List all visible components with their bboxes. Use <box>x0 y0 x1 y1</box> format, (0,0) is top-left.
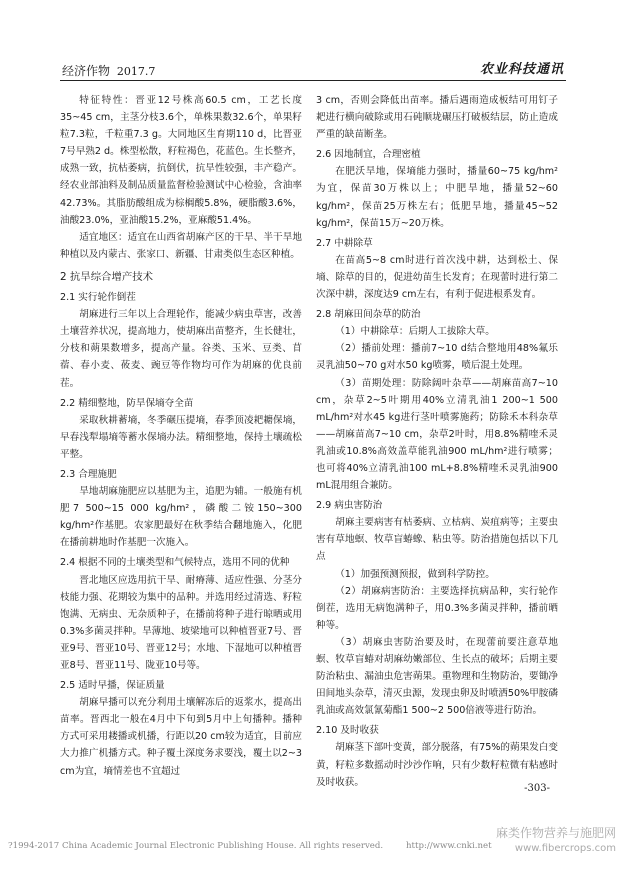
list-item: （2）播前处理：播前7~10 d结合整地用48%氟乐灵乳油50~70 g对水50 kg喷雾，喷后混土处理。 <box>316 343 558 372</box>
paragraph-features: 特征特性：晋亚12号株高60.5 cm，工艺长度35~45 cm，主茎分枝3.6个，单株果数32.6个，单果籽粒7.3粒，千粒重7.3 g。大同地区生育期110 d，比晋亚7号早熟2 d。株型松散，籽粒褐色，花蓝色。生长整齐，成熟一致，抗枯萎病，抗倒伏，抗旱性较强，丰产稳产。经农业部油料及制品质量监督检验测试中心检验，含油率42.73%。其脂肪酸组成为棕榈酸5.8%，硬脂酸3.6%，油酸23.0%，亚油酸15.2%，亚麻酸51.4%。 <box>60 95 303 226</box>
paragraph-2-9: 胡麻主要病害有枯萎病、立枯病、炭疽病等；主要虫害有草地螟、牧草盲蝽蟓、粘虫等。防治措施包括以下几点 <box>316 517 558 563</box>
brand-logo: 农业科技通讯 <box>479 62 564 77</box>
watermark <box>496 826 616 856</box>
paragraph-2-6: 在肥沃旱地，保墒能力强时，播量60~75 kg/hm²为宜，保苗30万株以上；中肥旱地，播量52~60 kg/hm²，保苗25万株左右；低肥旱地，播量45~52 kg/hm²，保苗15万~20万株。 <box>316 166 558 229</box>
list-item: （3）苗期处理：防除阔叶杂草——胡麻苗高7~10 cm，杂草2~5叶期用40%立清乳油1 200~1 500 mL/hm²对水45 kg进行茎叶喷雾施药；防除禾本科杂草——胡麻苗高7~10 cm，杂草2叶时，用8.8%精喹禾灵乳油或10.8%高效盖草能乳油900 mL/hm²进行喷雾；也可将40%立清乳油100 mL+8.8%精喹禾灵乳油900 mL混用组合兼防。 <box>316 377 558 492</box>
section-heading-2: 2 抗旱综合增产技术 <box>60 270 154 283</box>
paragraph-2-7: 在苗高5~8 cm时进行首次浅中耕，达到松土、保墒、除草的目的，促进幼苗生长发育；在现蕾时进行第二次深中耕，深度达9 cm左右，有利于促进根系发育。 <box>316 254 558 301</box>
subsection-heading-2-5: 2.5 适时早播，保证质量 <box>60 680 165 692</box>
paragraph-2-3: 旱地胡麻施肥应以基肥为主，追肥为辅。一般施有机肥7 500~15 000 kg/hm²，磷酸二铵150~300 kg/hm²作基肥。农家肥最好在秋季结合翻地施入，化肥在播前耕地时作基肥一次施入。 <box>60 486 302 549</box>
subsection-heading-2-4: 2.4 根据不同的土壤类型和气候特点，选用不同的优种 <box>60 557 290 569</box>
paragraph-2-10: 胡麻茎下部叶变黄，部分脱落，有75%的蒴果发白变黄，籽粒多数摇动时沙沙作响，只有少数籽粒微有粘感时及时收获。 <box>316 742 558 788</box>
paragraph-suitable-area: 适宜地区：适宜在山西省胡麻产区的干旱、半干旱地种植以及内蒙古、张家口、新疆、甘肃类似生态区种植。 <box>60 231 302 260</box>
journal-issue: 2017.7 <box>116 65 156 78</box>
paragraph-2-1: 胡麻进行三年以上合理轮作，能减少病虫草害，改善土壤营养状况，提高地力，使胡麻出苗整齐，生长健壮，分枝和蒴果数增多，提高产量。谷类、玉米、豆类、苜蓿、春小麦、莜麦、豌豆等作物均可作为胡麻的优良前茬。 <box>60 309 302 389</box>
header-rule <box>60 80 566 81</box>
right-column <box>316 92 558 791</box>
list-item: （2）胡麻病害防治：主要选择抗病品种，实行轮作倒茬，选用无病饱满种子，用0.3%多菌灵拌种，播前晒种等。 <box>316 585 558 631</box>
subsection-heading-2-1: 2.1 实行轮作倒茬 <box>60 292 136 304</box>
paragraph-2-5-continued: 3 cm，否则会降低出苗率。播后遇雨造成板结可用钉子耙进行横向破除或用石砘顺垅碾压打破板结层，防止造成严重的缺苗断垄。 <box>316 95 558 141</box>
left-column <box>60 92 302 780</box>
paragraph-2-5: 胡麻早播可以充分利用土壤解冻后的返浆水，提高出苗率。晋西北一般在4月中下旬到5月中上旬播种。播种方式可采用耧播或机播，行距以20 cm较为适宜，目前应大力推广机播方式。种子覆土深度务求要浅，覆土以2~3 cm为宜，墒情差也不宜超过 <box>60 697 302 777</box>
subsection-heading-2-8: 2.8 胡麻田间杂草的防治 <box>316 309 421 321</box>
journal-header <box>62 62 155 79</box>
footer-url: http://www.cnki.net <box>406 841 492 851</box>
paragraph-2-2: 采取秋耕蓄墒，冬季碾压提墒，春季顶凌耙耱保墒，早春浅犁塌墒等蓄水保墒办法。精细整地，保持土壤疏松平整。 <box>60 414 302 460</box>
journal-name: 经济作物 <box>62 64 111 78</box>
subsection-heading-2-2: 2.2 精细整地，防旱保墒夺全苗 <box>60 397 194 409</box>
footer-copyright: ?1994-2017 China Academic Journal Electronic Publishing House. All rights reserved. <box>8 841 384 851</box>
subsection-heading-2-7: 2.7 中耕除草 <box>316 237 373 249</box>
subsection-heading-2-6: 2.6 因地制宜，合理密植 <box>316 149 421 161</box>
list-item: （3）胡麻虫害防治要及时，在现蕾前要注意草地螟、牧草盲蝽对胡麻幼嫩部位、生长点的破坏；后期主要防治粘虫、漏油虫危害蒴果。重物理和生物防治，要锄净田间地头杂草，清灭虫源，发现虫卵及时喷洒50%甲胺磷乳油或高效氯氰菊酯1 500~2 500倍液等进行防治。 <box>316 636 558 717</box>
paragraph-2-4: 晋北地区应选用抗干旱、耐瘠薄、适应性强、分茎分枝能力强、花期较为集中的品种。并选用经过清选、籽粒饱满、无病虫、无杂质种子，在播前将种子进行晾晒或用0.3%多菌灵拌种。旱薄地、坡梁地可以种植晋亚7号、晋亚9号、晋亚10号、晋亚12号；水地、下湿地可以种植晋亚8号、晋亚11号、陇亚10号等。 <box>60 574 302 671</box>
subsection-heading-2-10: 2.10 及时收获 <box>316 725 379 737</box>
subsection-heading-2-9: 2.9 病虫害防治 <box>316 500 383 512</box>
watermark-title: 麻类作物营养与施肥网 <box>495 826 616 840</box>
page-number: -303- <box>524 783 550 794</box>
list-item: （1）中耕除草：后期人工拔除大草。 <box>335 326 495 338</box>
watermark-url: www.fibercrops.com <box>514 843 616 854</box>
subsection-heading-2-3: 2.3 合理施肥 <box>60 468 117 480</box>
list-item: （1）加强预测预报，做到科学防控。 <box>335 568 495 580</box>
